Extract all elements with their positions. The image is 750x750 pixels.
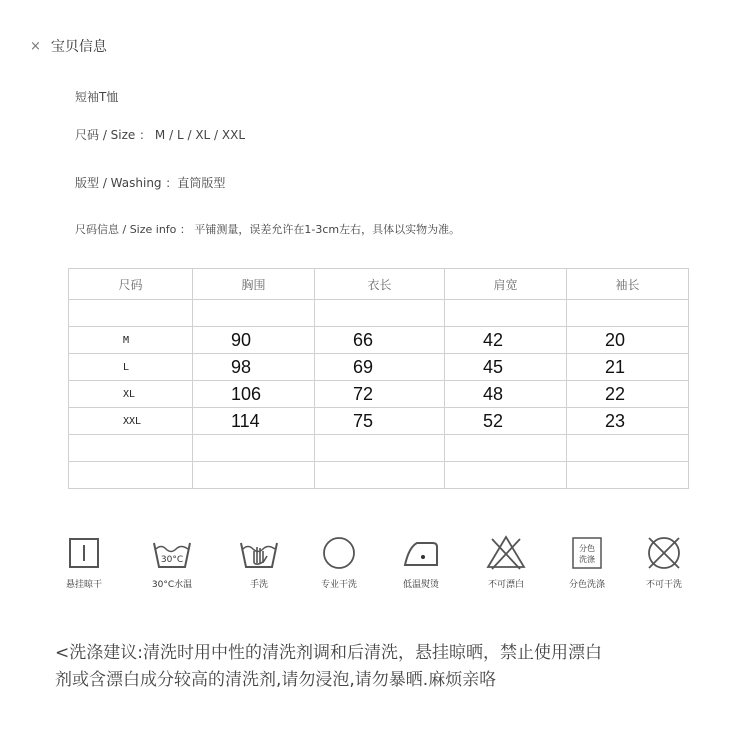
table-row-empty [69,300,689,327]
section-header [30,36,107,56]
cell-length: 72 [315,381,445,408]
table-row [69,408,689,435]
dry-clean-icon [319,533,359,573]
care-label: 低温熨烫 [402,580,439,590]
advice-line: <洗涤建议:清洗时用中性的清洗剂调和后清洗，悬挂晾晒，禁止使用漂白 [55,643,602,663]
cell-size: XXL [69,408,193,435]
cell-size: M [69,327,193,354]
cell-sleeve: 22 [567,381,689,408]
advice-line: 剂或含漂白成分较高的清洗剂,请勿浸泡,请勿暴晒.麻烦亲咯 [55,670,497,690]
no-bleach-icon [484,533,528,573]
cell-sleeve: 23 [567,408,689,435]
washing-advice [55,640,715,694]
cell-size: XL [69,381,193,408]
cell-chest: 90 [193,327,315,354]
cell-sleeve: 20 [567,327,689,354]
cell-sleeve: 21 [567,354,689,381]
hang-dry-icon [64,533,104,573]
wash-temp-text: 30°C [160,555,184,565]
separate-box-top: 分色 [579,544,595,553]
column-header-size: 尺码 [69,269,193,300]
table-row [69,327,689,354]
care-label: 不可漂白 [487,580,524,590]
table-row-empty [69,435,689,462]
cell-chest: 114 [193,408,315,435]
column-header-chest: 胸围 [193,269,315,300]
care-label: 不可干洗 [645,580,682,590]
cell-shoulder: 42 [445,327,567,354]
close-icon[interactable]: × [30,38,41,54]
care-separate-wash [557,533,617,590]
no-dry-clean-icon [642,533,686,573]
cell-shoulder: 48 [445,381,567,408]
separate-box-bottom: 洗涤 [579,555,595,564]
low-iron-icon [399,533,443,573]
care-low-iron [391,533,451,590]
care-dry-clean [309,533,369,590]
cell-shoulder: 52 [445,408,567,435]
care-label: 悬挂晾干 [65,580,102,590]
care-label: 专业干洗 [320,580,357,590]
column-header-sleeve: 袖长 [567,269,689,300]
care-label: 分色洗涤 [568,580,605,590]
size-table [68,268,689,489]
cell-length: 69 [315,354,445,381]
separate-wash-icon [567,533,607,573]
care-no-bleach [476,533,536,590]
cell-chest: 106 [193,381,315,408]
hand-wash-icon [237,533,281,573]
table-row [69,381,689,408]
cell-length: 66 [315,327,445,354]
care-hang-dry [54,533,114,590]
table-row-empty [69,462,689,489]
cell-length: 75 [315,408,445,435]
column-header-length: 衣长 [315,269,445,300]
care-no-dry-clean [634,533,694,590]
size-list: 尺码 / Size ： M / L / XL / XXL [75,128,246,142]
care-wash-30 [142,533,202,590]
table-row [69,354,689,381]
product-name: 短袖T恤 [75,90,119,104]
size-info-note: 尺码信息 / Size info ： 平铺测量，误差允许在1-3cm左右，具体以实物为准。 [75,223,461,236]
care-label: 30°C水温 [151,580,193,590]
column-header-shoulder: 肩宽 [445,269,567,300]
wash-30-icon [150,533,194,573]
table-header-row [69,269,689,300]
fit-type: 版型 / Washing ：直筒版型 [75,176,226,190]
cell-chest: 98 [193,354,315,381]
care-hand-wash [229,533,289,590]
cell-shoulder: 45 [445,354,567,381]
section-title: 宝贝信息 [50,39,107,55]
care-label: 手洗 [249,580,268,590]
cell-size: L [69,354,193,381]
